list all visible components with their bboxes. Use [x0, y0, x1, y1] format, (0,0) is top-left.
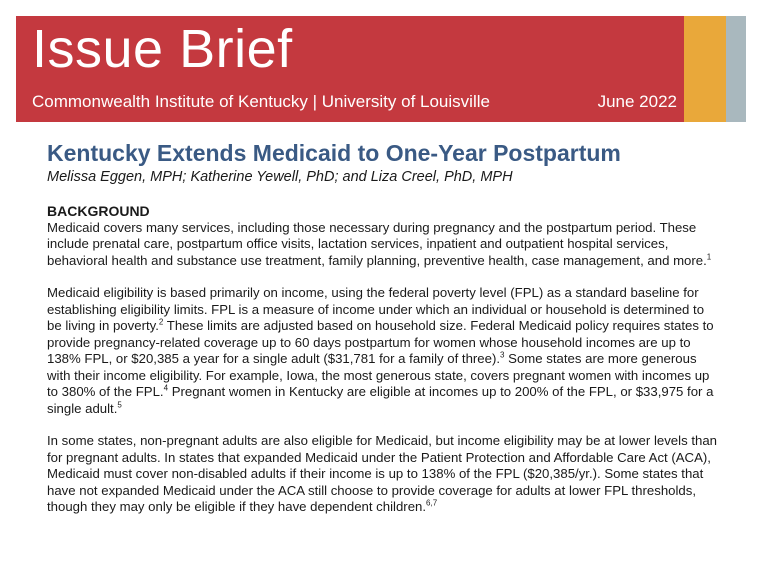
footnote-ref: 2 [158, 317, 164, 327]
paragraph-text: In some states, non-pregnant adults are also eligible for Medicaid, but income eligibility may be at lower levels than for pregnant adults. In states that expanded Medicaid under the Patient Protection and Affordable Care Act (ACA), Medicaid must cover non-disabled adults if their income is up to 138% of the FPL ($20,385/yr.). Some states that have not expanded Medicaid under the ACA still choose to provide coverage for adults at lower FPL thresholds, though they may only be eligible if they have dependent children. [47, 433, 717, 514]
footnote-ref: 4 [163, 383, 169, 393]
footnote-ref: 1 [706, 252, 712, 262]
paragraph-text: These limits are adjusted based on household size. Federal Medicaid policy requires states to provide pregnancy-related coverage up to 60 days postpartum for women whose household incomes are up to 138% FPL, or $20,385 a year for a single adult ($31,781 for a family of three). [47, 318, 714, 366]
footnote-ref: 5 [117, 400, 122, 410]
paragraph-text: Some states are more generous with their income eligibility. For example, Iowa, the most generous state, covers pregnant women with incomes up to 380% of the FPL. [47, 351, 710, 399]
institute-name: Commonwealth Institute of Kentucky | University of Louisville [32, 92, 490, 111]
publication-date: June 2022 [597, 92, 677, 111]
footnote-ref: 3 [500, 350, 505, 360]
article-body [47, 203, 721, 532]
document-title: Kentucky Extends Medicaid to One-Year Postpartum [47, 140, 621, 166]
paragraph-text: Medicaid eligibility is based primarily on income, using the federal poverty level (FPL) as a standard baseline for establishing eligibility limits. FPL is a measure of income under which an individual or household is determined to be living in poverty. [47, 285, 705, 333]
paragraph-eligibility [47, 285, 721, 417]
paragraph-text: Medicaid covers many services, including those necessary during pregnancy and the postpartum period. These include prenatal care, postpartum office visits, lactation services, inpatient and outpatient hospital services, behavioral health and substance use treatment, family planning, preventive health, case management, and more. [47, 219, 707, 268]
section-heading: BACKGROUND [47, 203, 150, 219]
paragraph-non-pregnant-adults [47, 433, 721, 516]
accent-stripe-gray [726, 16, 746, 122]
authors: Melissa Eggen, MPH; Katherine Yewell, PhD; and Liza Creel, PhD, MPH [47, 169, 513, 185]
paragraph-text: Pregnant women in Kentucky are eligible at incomes up to 200% of the FPL, or $33,975 for a single adult. [47, 384, 714, 416]
footnote-ref: 6,7 [426, 498, 438, 508]
paragraph-services [47, 220, 721, 270]
brief-title: Issue Brief [32, 19, 293, 79]
accent-stripe-orange [684, 16, 726, 122]
